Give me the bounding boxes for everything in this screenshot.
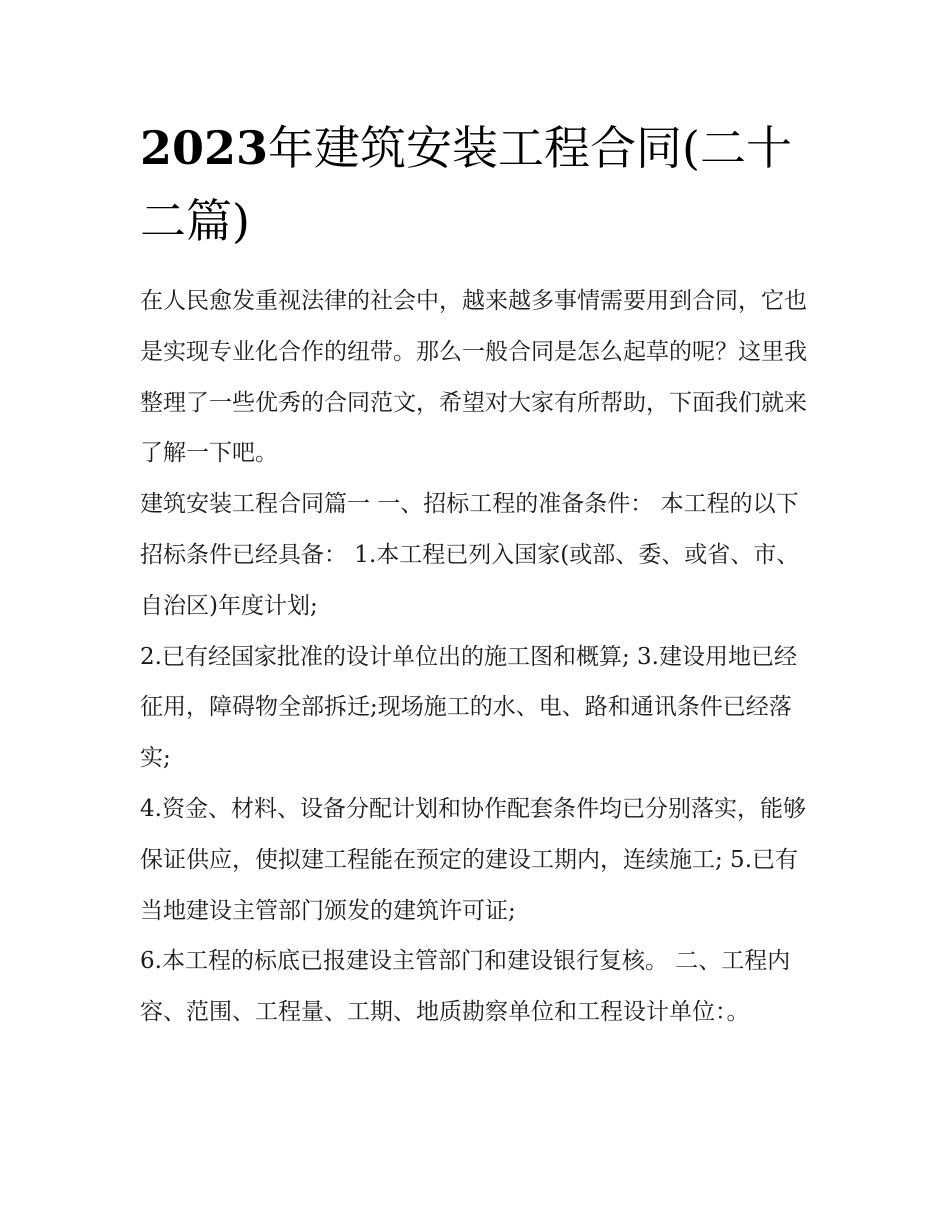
paragraph-intro: 在人民愈发重视法律的社会中，越来越多事情需要用到合同，它也是实现专业化合作的纽带。那么一般合同是怎么起草的呢？这里我整理了一些优秀的合同范文，希望对大家有所帮助，下面我们就来了解一下吧。: [140, 288, 807, 467]
paragraph-3: 4.资金、材料、设备分配计划和协作配套条件均已分别落实，能够保证供应，使拟建工程能在预定的建设工期内，连续施工; 5.已有当地建设主管部门颁发的建筑许可证;: [140, 795, 806, 924]
title-text: 年建筑安装工程合同(二十二篇): [140, 121, 792, 248]
title-year: 2023: [140, 121, 269, 175]
paragraph-4: 6.本工程的标底已报建设主管部门和建设银行复核。 二、工程内容、范围、工程量、工期、地质勘察单位和工程设计单位：。: [140, 948, 791, 1026]
paragraph-1: 建筑安装工程合同篇一 一、招标工程的准备条件： 本工程的以下招标条件已经具备： 1.本工程已列入国家(或部、委、或省、市、自治区)年度计划;: [140, 491, 800, 619]
paragraph-2: 2.已有经国家批准的设计单位出的施工图和概算; 3.建设用地已经征用，障碍物全部拆迁;现场施工的水、电、路和通讯条件已经落实;: [140, 643, 797, 772]
document-title: [140, 112, 820, 258]
document-body: [140, 276, 815, 1038]
